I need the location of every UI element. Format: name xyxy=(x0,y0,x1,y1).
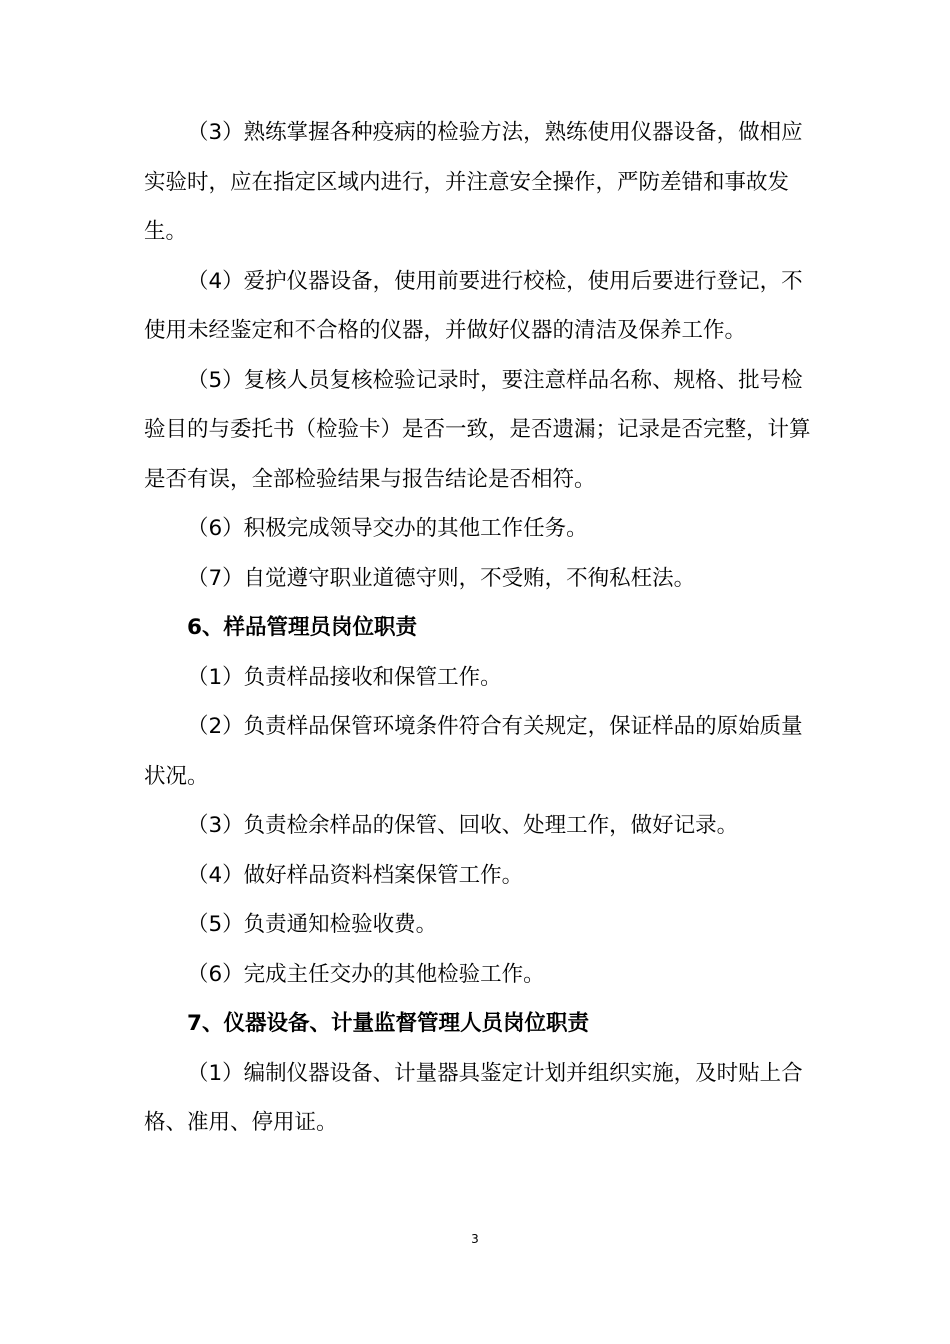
paragraph-item-7: （7）自觉遵守职业道德守则，不受贿，不徇私枉法。 xyxy=(187,565,696,591)
section-heading-sample-manager: 6、样品管理员岗位职责 xyxy=(187,615,417,640)
section-heading-instrument-manager: 7、仪器设备、计量监督管理人员岗位职责 xyxy=(187,1011,589,1036)
paragraph-sample-item-2: （2）负责样品保管环境条件符合有关规定，保证样品的原始质量状况。 xyxy=(144,714,803,789)
paragraph-item-3: （3）熟练掌握各种疫病的检验方法，熟练使用仪器设备，做相应实验时，应在指定区域内进行，并注意安全操作，严防差错和事故发生。 xyxy=(144,120,803,244)
page-number: 3 xyxy=(471,1232,479,1246)
paragraph-item-4: （4）爱护仪器设备，使用前要进行校检，使用后要进行登记，不使用未经鉴定和不合格的仪器，并做好仪器的清洁及保养工作。 xyxy=(144,268,803,343)
paragraph-item-5: （5）复核人员复核检验记录时，要注意样品名称、规格、批号检验目的与委托书（检验卡）是否一致，是否遗漏；记录是否完整，计算是否有误，全部检验结果与报告结论是否相符。 xyxy=(144,367,811,492)
paragraph-sample-item-6: （6）完成主任交办的其他检验工作。 xyxy=(187,961,545,987)
paragraph-sample-item-4: （4）做好样品资料档案保管工作。 xyxy=(187,862,524,888)
paragraph-sample-item-3: （3）负责检余样品的保管、回收、处理工作，做好记录。 xyxy=(187,813,739,838)
paragraph-item-6: （6）积极完成领导交办的其他工作任务。 xyxy=(187,516,588,541)
document-body xyxy=(144,108,814,1148)
paragraph-instrument-item-1: （1）编制仪器设备、计量器具鉴定计划并组织实施，及时贴上合格、准用、停用证。 xyxy=(144,1060,803,1135)
paragraph-sample-item-5: （5）负责通知检验收费。 xyxy=(187,912,438,937)
paragraph-sample-item-1: （1）负责样品接收和保管工作。 xyxy=(187,664,502,690)
